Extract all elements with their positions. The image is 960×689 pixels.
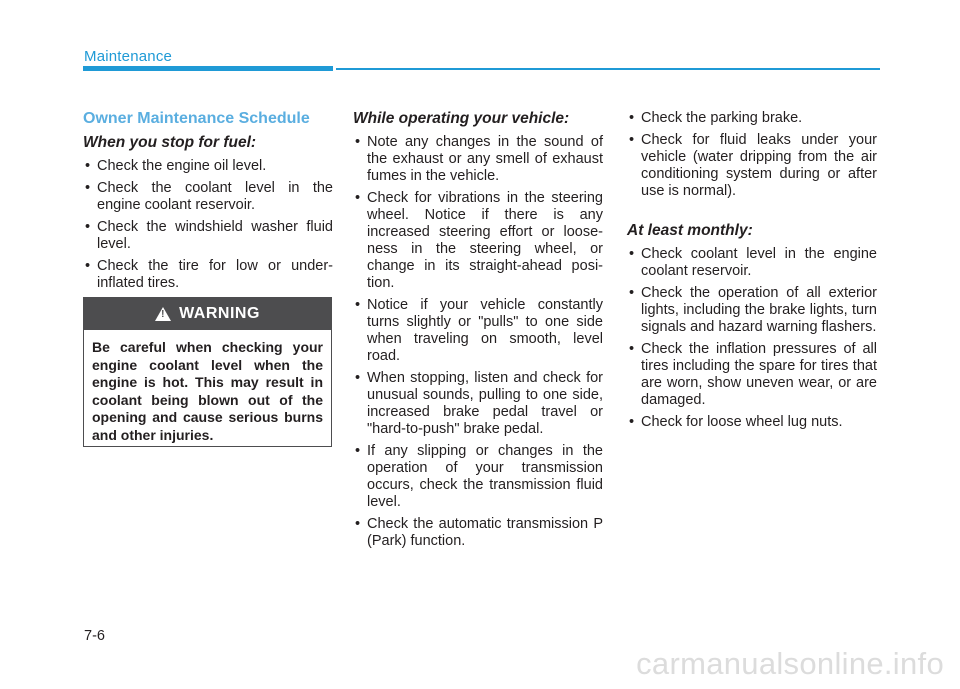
right-column bbox=[627, 110, 877, 436]
list-item: • Check for loose wheel lug nuts. bbox=[627, 414, 877, 431]
list-item: • Check the windshield washer fluid level. bbox=[83, 219, 333, 253]
warning-triangle-icon bbox=[155, 307, 171, 321]
list-item: • Check the engine oil level. bbox=[83, 158, 333, 175]
fuel-stop-heading: When you stop for fuel: bbox=[83, 134, 257, 151]
list-item: • When stopping, listen and check for unusual sounds, pulling to one side, increased brake pedal travel or "hard-to-push" brake pedal. bbox=[353, 370, 603, 438]
operating-list-continued bbox=[627, 110, 877, 200]
header-rule-thin bbox=[336, 68, 880, 70]
while-operating-heading: While operating your vehicle: bbox=[353, 110, 570, 127]
list-item: • Check the inflation pressures of all tires including the spare for tires that are worn, show uneven wear, or are damaged. bbox=[627, 341, 877, 409]
list-item: • Check the operation of all exterior lights, including the brake lights, turn signals and hazard warning flashers. bbox=[627, 285, 877, 336]
monthly-list bbox=[627, 246, 877, 431]
watermark-text: carmanualsonline.info bbox=[636, 646, 944, 681]
warning-text: Be careful when checking your engine coolant level when the engine is hot. This may result in coolant being blown out of the opening and cause serious burns and other injuries. bbox=[92, 339, 323, 443]
list-item: • Check for fluid leaks under your vehicle (water dripping from the air conditioning system during or after use is normal). bbox=[627, 132, 877, 200]
list-item: • Note any changes in the sound of the exhaust or any smell of exhaust fumes in the vehicle. bbox=[353, 134, 603, 185]
page-number: 7-6 bbox=[84, 628, 105, 644]
list-item: • Check the tire for low or under-inflated tires. bbox=[83, 258, 333, 292]
list-item: • Notice if your vehicle constantly turns slightly or "pulls" to one side when traveling on smooth, level road. bbox=[353, 297, 603, 365]
fuel-stop-list bbox=[83, 158, 333, 292]
list-item: • Check coolant level in the engine coolant reservoir. bbox=[627, 246, 877, 280]
list-item: • Check the coolant level in the engine coolant reservoir. bbox=[83, 180, 333, 214]
left-column bbox=[83, 110, 333, 297]
section-header-title: Maintenance bbox=[84, 48, 173, 65]
list-item: • Check for vibrations in the steering wheel. Notice if there is any increased steering effort or loose-ness in the steering wheel, or change in its straight-ahead posi-tion. bbox=[353, 190, 603, 292]
while-operating-list bbox=[353, 134, 603, 550]
list-item: • Check the parking brake. bbox=[627, 110, 877, 127]
warning-label: WARNING bbox=[179, 305, 260, 322]
warning-header bbox=[84, 298, 331, 330]
monthly-heading: At least monthly: bbox=[627, 222, 753, 239]
middle-column bbox=[353, 110, 603, 555]
section-title: Owner Maintenance Schedule bbox=[83, 110, 310, 127]
list-item: • Check the automatic transmission P (Park) function. bbox=[353, 516, 603, 550]
warning-box bbox=[83, 297, 332, 447]
list-item: • If any slipping or changes in the operation of your transmission occurs, check the transmission fluid level. bbox=[353, 443, 603, 511]
header-rule-thick bbox=[83, 66, 333, 71]
